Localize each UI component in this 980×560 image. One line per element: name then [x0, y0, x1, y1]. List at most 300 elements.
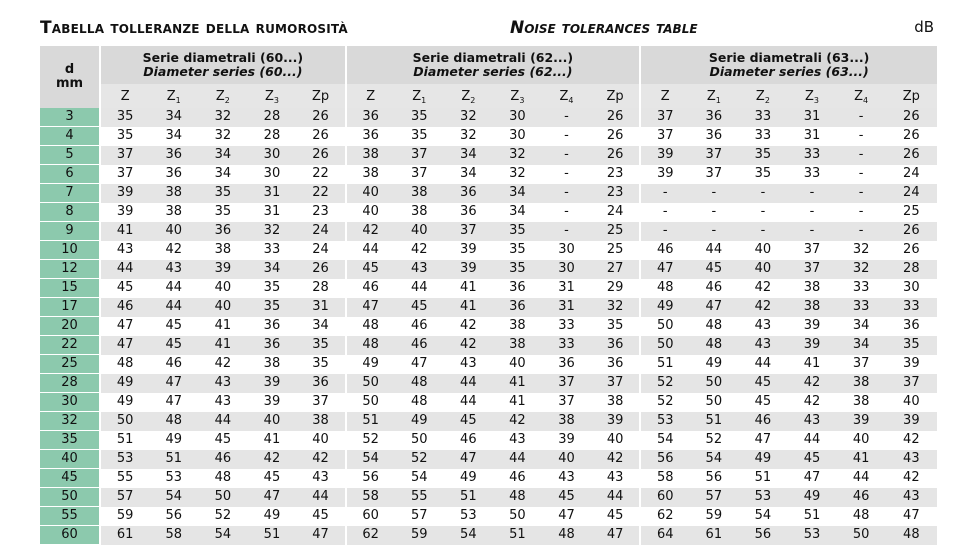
cell-value: 49 [640, 298, 689, 317]
cell-value: 41 [247, 431, 296, 450]
cell-value: - [738, 203, 787, 222]
cell-value: 40 [247, 412, 296, 431]
group-60-english: Diameter series (60...) [143, 64, 303, 79]
cell-value: 62 [640, 507, 689, 526]
cell-value: 47 [591, 526, 640, 545]
cell-value: 25 [886, 203, 937, 222]
cell-d: 30 [40, 393, 100, 412]
table-row [40, 279, 937, 298]
cell-d: 17 [40, 298, 100, 317]
cell-value: 35 [198, 203, 247, 222]
cell-value: 39 [100, 203, 149, 222]
cell-value: 35 [100, 108, 149, 127]
col-60-z3: $Z_3$ [247, 84, 296, 108]
cell-value: 40 [542, 450, 591, 469]
cell-value: 45 [247, 469, 296, 488]
cell-value: - [542, 127, 591, 146]
cell-value: 43 [198, 393, 247, 412]
cell-value: 42 [444, 336, 493, 355]
cell-value: 45 [149, 317, 198, 336]
cell-value: 22 [297, 184, 346, 203]
cell-value: 28 [247, 127, 296, 146]
cell-value: 40 [198, 279, 247, 298]
cell-value: 33 [738, 127, 787, 146]
cell-value: 43 [198, 374, 247, 393]
table-row [40, 165, 937, 184]
cell-value: 42 [787, 374, 836, 393]
cell-value: 38 [542, 412, 591, 431]
col-62-z2: $Z_2$ [444, 84, 493, 108]
header-row-columns [40, 84, 937, 108]
header-d [40, 46, 100, 108]
cell-value: 52 [640, 374, 689, 393]
cell-value: 45 [149, 336, 198, 355]
cell-value: 48 [198, 469, 247, 488]
cell-value: 50 [640, 317, 689, 336]
cell-value: 57 [100, 488, 149, 507]
cell-value: 37 [100, 146, 149, 165]
cell-value: - [837, 203, 886, 222]
cell-value: 39 [444, 260, 493, 279]
cell-value: 50 [346, 393, 395, 412]
cell-value: 38 [346, 165, 395, 184]
cell-value: 29 [591, 279, 640, 298]
cell-value: 35 [395, 108, 444, 127]
cell-value: 47 [149, 374, 198, 393]
cell-value: 35 [738, 165, 787, 184]
cell-value: 35 [493, 241, 542, 260]
cell-value: 46 [100, 298, 149, 317]
cell-value: 36 [149, 146, 198, 165]
cell-value: 59 [100, 507, 149, 526]
cell-value: 30 [542, 241, 591, 260]
col-62-z: Z [346, 84, 395, 108]
cell-value: 36 [346, 108, 395, 127]
col-62-zp: Zp [591, 84, 640, 108]
cell-value: 38 [837, 374, 886, 393]
cell-value: 51 [493, 526, 542, 545]
cell-value: 51 [444, 488, 493, 507]
cell-value: 30 [886, 279, 937, 298]
cell-value: 37 [886, 374, 937, 393]
table-row [40, 488, 937, 507]
cell-value: 38 [198, 241, 247, 260]
cell-value: 50 [493, 507, 542, 526]
cell-value: 44 [444, 374, 493, 393]
cell-value: 45 [738, 393, 787, 412]
cell-value: 32 [837, 241, 886, 260]
cell-value: 54 [346, 450, 395, 469]
cell-value: 53 [787, 526, 836, 545]
table-body [40, 108, 937, 545]
cell-value: 46 [395, 317, 444, 336]
cell-value: 31 [787, 127, 836, 146]
cell-value: 39 [542, 431, 591, 450]
cell-value: 32 [837, 260, 886, 279]
cell-value: 44 [738, 355, 787, 374]
cell-value: 50 [689, 374, 738, 393]
cell-value: 49 [346, 355, 395, 374]
cell-value: 48 [640, 279, 689, 298]
cell-value: - [837, 184, 886, 203]
cell-value: 41 [787, 355, 836, 374]
group-62-italian: Serie diametrali (62...) [412, 50, 574, 65]
cell-d: 35 [40, 431, 100, 450]
cell-value: 39 [100, 184, 149, 203]
cell-value: 43 [787, 412, 836, 431]
cell-value: 26 [886, 222, 937, 241]
cell-value: 39 [640, 146, 689, 165]
cell-value: 54 [689, 450, 738, 469]
cell-value: 51 [738, 469, 787, 488]
cell-value: 43 [444, 355, 493, 374]
cell-value: 52 [346, 431, 395, 450]
cell-value: 39 [787, 336, 836, 355]
cell-value: 38 [346, 146, 395, 165]
cell-value: 49 [689, 355, 738, 374]
cell-value: 55 [100, 469, 149, 488]
cell-value: 59 [689, 507, 738, 526]
cell-d: 10 [40, 241, 100, 260]
cell-value: 43 [297, 469, 346, 488]
cell-d: 32 [40, 412, 100, 431]
cell-value: 44 [444, 393, 493, 412]
cell-value: - [787, 184, 836, 203]
cell-value: 46 [346, 279, 395, 298]
cell-value: 42 [247, 450, 296, 469]
cell-value: 31 [247, 184, 296, 203]
cell-value: 37 [395, 146, 444, 165]
cell-value: 38 [787, 279, 836, 298]
cell-value: 46 [837, 488, 886, 507]
cell-value: 46 [640, 241, 689, 260]
cell-value: 44 [149, 279, 198, 298]
cell-value: 24 [297, 222, 346, 241]
cell-value: 36 [493, 279, 542, 298]
cell-value: 39 [591, 412, 640, 431]
cell-value: 34 [247, 260, 296, 279]
cell-value: 47 [100, 336, 149, 355]
cell-value: 40 [738, 241, 787, 260]
cell-value: 40 [346, 184, 395, 203]
cell-value: 46 [493, 469, 542, 488]
cell-value: - [738, 184, 787, 203]
cell-value: 42 [149, 241, 198, 260]
cell-value: 43 [149, 260, 198, 279]
cell-value: 35 [297, 336, 346, 355]
cell-value: 42 [787, 393, 836, 412]
cell-value: 24 [591, 203, 640, 222]
cell-value: 45 [100, 279, 149, 298]
cell-value: 40 [591, 431, 640, 450]
cell-value: 37 [297, 393, 346, 412]
cell-value: 42 [738, 298, 787, 317]
cell-value: - [837, 146, 886, 165]
cell-value: 32 [247, 222, 296, 241]
cell-value: - [837, 165, 886, 184]
cell-value: 42 [395, 241, 444, 260]
cell-value: 39 [444, 241, 493, 260]
cell-value: 28 [247, 108, 296, 127]
cell-value: 48 [837, 507, 886, 526]
cell-value: 45 [689, 260, 738, 279]
cell-value: 33 [837, 298, 886, 317]
header-row-groups [40, 46, 937, 84]
cell-value: 42 [886, 469, 937, 488]
cell-value: 30 [247, 165, 296, 184]
cell-value: 44 [297, 488, 346, 507]
cell-d: 60 [40, 526, 100, 545]
cell-value: 47 [247, 488, 296, 507]
cell-value: 35 [247, 279, 296, 298]
cell-value: 36 [591, 336, 640, 355]
cell-value: 37 [837, 355, 886, 374]
cell-value: - [837, 127, 886, 146]
table-row [40, 412, 937, 431]
cell-value: 45 [198, 431, 247, 450]
cell-value: 42 [886, 431, 937, 450]
cell-value: 31 [542, 279, 591, 298]
cell-value: 45 [346, 260, 395, 279]
cell-value: 36 [149, 165, 198, 184]
cell-value: 50 [100, 412, 149, 431]
col-62-z1: $Z_1$ [395, 84, 444, 108]
cell-value: - [689, 222, 738, 241]
cell-value: 35 [297, 355, 346, 374]
cell-value: 35 [247, 298, 296, 317]
header-group-63 [640, 46, 937, 84]
cell-value: 43 [542, 469, 591, 488]
cell-value: 33 [787, 165, 836, 184]
cell-value: 43 [395, 260, 444, 279]
cell-value: 49 [247, 507, 296, 526]
cell-value: 31 [787, 108, 836, 127]
cell-value: 48 [395, 393, 444, 412]
cell-value: 40 [886, 393, 937, 412]
cell-value: 26 [591, 127, 640, 146]
cell-value: 38 [395, 203, 444, 222]
cell-value: 38 [591, 393, 640, 412]
cell-value: 61 [100, 526, 149, 545]
cell-value: 35 [100, 127, 149, 146]
cell-value: 51 [100, 431, 149, 450]
cell-value: - [689, 184, 738, 203]
cell-value: 26 [297, 260, 346, 279]
table-row [40, 431, 937, 450]
cell-d: 6 [40, 165, 100, 184]
table-row [40, 507, 937, 526]
cell-d: 22 [40, 336, 100, 355]
cell-value: 34 [493, 184, 542, 203]
table-row [40, 127, 937, 146]
cell-value: 33 [542, 336, 591, 355]
cell-value: 42 [493, 412, 542, 431]
cell-value: 38 [493, 317, 542, 336]
cell-value: - [640, 222, 689, 241]
cell-value: 35 [591, 317, 640, 336]
cell-value: 34 [297, 317, 346, 336]
cell-value: 25 [591, 222, 640, 241]
cell-value: 54 [198, 526, 247, 545]
cell-value: 34 [444, 165, 493, 184]
cell-value: 26 [297, 127, 346, 146]
col-63-z1: $Z_1$ [689, 84, 738, 108]
cell-value: 46 [395, 336, 444, 355]
cell-value: 43 [591, 469, 640, 488]
cell-value: 44 [591, 488, 640, 507]
col-63-z4: $Z_4$ [837, 84, 886, 108]
cell-value: 47 [787, 469, 836, 488]
cell-d: 50 [40, 488, 100, 507]
cell-value: 50 [640, 336, 689, 355]
cell-value: 53 [444, 507, 493, 526]
cell-value: 48 [886, 526, 937, 545]
cell-value: 36 [689, 127, 738, 146]
cell-value: 42 [346, 222, 395, 241]
cell-value: 35 [198, 184, 247, 203]
col-60-z2: $Z_2$ [198, 84, 247, 108]
cell-value: 27 [591, 260, 640, 279]
cell-value: 49 [787, 488, 836, 507]
cell-value: 47 [640, 260, 689, 279]
col-60-zp: Zp [297, 84, 346, 108]
cell-d: 55 [40, 507, 100, 526]
cell-value: 45 [591, 507, 640, 526]
cell-value: 49 [149, 431, 198, 450]
table-row [40, 355, 937, 374]
cell-value: 46 [689, 279, 738, 298]
group-63-italian: Serie diametrali (63...) [708, 50, 870, 65]
table-row [40, 526, 937, 545]
cell-value: 37 [100, 165, 149, 184]
cell-value: 51 [149, 450, 198, 469]
cell-value: 26 [886, 127, 937, 146]
table-row [40, 336, 937, 355]
cell-value: 43 [738, 317, 787, 336]
cell-value: 43 [493, 431, 542, 450]
table-row [40, 108, 937, 127]
cell-value: 41 [493, 393, 542, 412]
table-row [40, 469, 937, 488]
cell-value: 32 [198, 108, 247, 127]
cell-value: 50 [395, 431, 444, 450]
cell-value: 30 [542, 260, 591, 279]
cell-value: 28 [297, 279, 346, 298]
cell-value: 50 [689, 393, 738, 412]
cell-value: 44 [837, 469, 886, 488]
cell-value: 50 [837, 526, 886, 545]
cell-value: 40 [493, 355, 542, 374]
cell-value: 54 [149, 488, 198, 507]
cell-value: - [542, 203, 591, 222]
cell-d: 40 [40, 450, 100, 469]
cell-value: 35 [395, 127, 444, 146]
cell-value: 43 [100, 241, 149, 260]
cell-value: 38 [395, 184, 444, 203]
cell-value: 34 [837, 317, 886, 336]
cell-value: 47 [346, 298, 395, 317]
cell-value: 47 [886, 507, 937, 526]
cell-value: 38 [297, 412, 346, 431]
cell-value: 41 [444, 279, 493, 298]
col-63-zp: Zp [886, 84, 937, 108]
cell-value: 42 [444, 317, 493, 336]
table-row [40, 450, 937, 469]
cell-value: 35 [738, 146, 787, 165]
cell-value: 34 [444, 146, 493, 165]
cell-value: 45 [787, 450, 836, 469]
cell-value: 57 [395, 507, 444, 526]
cell-value: 54 [738, 507, 787, 526]
cell-value: 62 [346, 526, 395, 545]
cell-value: 40 [837, 431, 886, 450]
cell-value: 34 [198, 146, 247, 165]
cell-value: 36 [444, 203, 493, 222]
table-row [40, 203, 937, 222]
cell-value: 32 [493, 165, 542, 184]
table-row [40, 241, 937, 260]
title-italian: Tabella tolleranze della rumorosità [40, 18, 348, 38]
cell-value: 45 [738, 374, 787, 393]
cell-value: 35 [886, 336, 937, 355]
cell-value: 26 [886, 146, 937, 165]
cell-value: 39 [837, 412, 886, 431]
cell-value: 34 [198, 165, 247, 184]
cell-value: 58 [640, 469, 689, 488]
col-62-z4: $Z_4$ [542, 84, 591, 108]
cell-d: 5 [40, 146, 100, 165]
cell-d: 15 [40, 279, 100, 298]
cell-value: 47 [689, 298, 738, 317]
cell-value: 38 [787, 298, 836, 317]
cell-value: 31 [542, 298, 591, 317]
cell-value: 54 [444, 526, 493, 545]
cell-value: 26 [297, 108, 346, 127]
cell-value: 51 [689, 412, 738, 431]
cell-value: 32 [493, 146, 542, 165]
cell-value: 30 [493, 127, 542, 146]
cell-value: 42 [591, 450, 640, 469]
cell-value: 26 [886, 108, 937, 127]
cell-value: 37 [787, 260, 836, 279]
cell-value: - [787, 222, 836, 241]
cell-value: 33 [886, 298, 937, 317]
cell-value: 39 [247, 374, 296, 393]
cell-value: 54 [640, 431, 689, 450]
cell-value: 38 [149, 203, 198, 222]
cell-value: 36 [689, 108, 738, 127]
cell-value: - [640, 184, 689, 203]
cell-value: 45 [395, 298, 444, 317]
cell-value: 32 [444, 108, 493, 127]
cell-value: 38 [149, 184, 198, 203]
cell-value: 36 [247, 317, 296, 336]
cell-value: 43 [886, 450, 937, 469]
cell-value: 49 [395, 412, 444, 431]
cell-value: 26 [591, 146, 640, 165]
cell-value: 47 [738, 431, 787, 450]
cell-value: 46 [738, 412, 787, 431]
cell-value: 51 [346, 412, 395, 431]
cell-value: 49 [738, 450, 787, 469]
cell-value: 52 [640, 393, 689, 412]
cell-value: 50 [198, 488, 247, 507]
header-group-60 [100, 46, 345, 84]
cell-value: 53 [738, 488, 787, 507]
cell-value: - [542, 165, 591, 184]
cell-value: 64 [640, 526, 689, 545]
group-63-english: Diameter series (63...) [709, 64, 869, 79]
